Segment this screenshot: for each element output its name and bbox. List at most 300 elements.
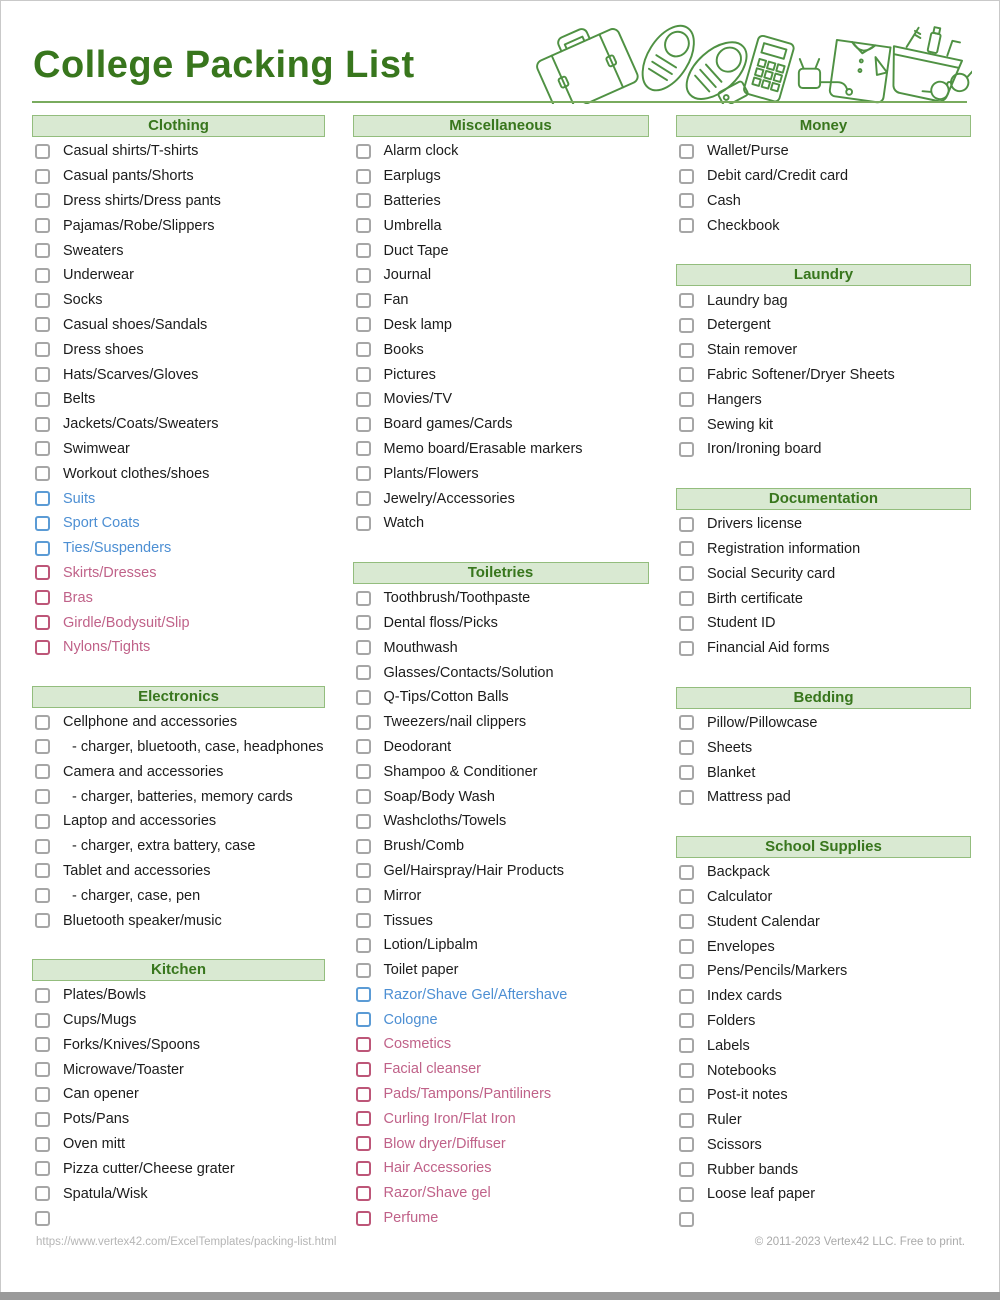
column-right — [676, 115, 971, 1258]
checklist-item — [353, 735, 649, 760]
checklist-item — [32, 735, 325, 760]
checklist-item — [353, 238, 649, 263]
checklist-item — [32, 164, 325, 189]
item-label: Tablet and accessories — [63, 862, 211, 879]
section-toiletries — [353, 562, 649, 1231]
checkbox[interactable] — [356, 243, 371, 258]
checkbox[interactable] — [35, 615, 50, 630]
checkbox[interactable] — [356, 1037, 371, 1052]
checkbox[interactable] — [356, 441, 371, 456]
footer — [36, 1236, 965, 1248]
section-header-clothing: Clothing — [32, 115, 325, 137]
checklist-item — [32, 1206, 325, 1231]
checkbox[interactable] — [679, 740, 694, 755]
item-label: Cash — [707, 192, 741, 209]
checkbox[interactable] — [679, 865, 694, 880]
section-header-toiletries: Toiletries — [353, 562, 649, 584]
checklist-item — [32, 313, 325, 338]
checklist-item — [353, 908, 649, 933]
item-label: Post-it notes — [707, 1087, 788, 1104]
checkbox[interactable] — [679, 144, 694, 159]
checkbox[interactable] — [679, 1187, 694, 1202]
checkbox[interactable] — [679, 591, 694, 606]
checklist-item — [32, 536, 325, 561]
checklist-item — [676, 860, 971, 885]
checklist-item — [353, 834, 649, 859]
item-label: Soap/Body Wash — [383, 788, 495, 805]
checkbox[interactable] — [35, 144, 50, 159]
checkbox[interactable] — [35, 814, 50, 829]
checkbox[interactable] — [35, 988, 50, 1003]
item-label: Ruler — [707, 1112, 742, 1129]
checkbox[interactable] — [356, 1186, 371, 1201]
checkbox[interactable] — [356, 293, 371, 308]
checkbox[interactable] — [356, 739, 371, 754]
item-label: Hangers — [707, 391, 762, 408]
item-label: Fan — [383, 292, 409, 309]
checkbox[interactable] — [356, 814, 371, 829]
header-divider — [32, 101, 967, 103]
checkbox[interactable] — [35, 1112, 50, 1127]
checklist-item — [676, 387, 971, 412]
item-label: Nylons/Tights — [63, 639, 151, 656]
item-label: Toilet paper — [383, 962, 459, 979]
checklist-item — [676, 1083, 971, 1108]
checkbox[interactable] — [35, 565, 50, 580]
item-label: Loose leaf paper — [707, 1186, 816, 1203]
checkbox[interactable] — [35, 789, 50, 804]
checkbox[interactable] — [35, 218, 50, 233]
checkbox[interactable] — [679, 1137, 694, 1152]
checkbox[interactable] — [35, 640, 50, 655]
checkbox[interactable] — [35, 888, 50, 903]
checkbox[interactable] — [356, 516, 371, 531]
checkbox[interactable] — [35, 1161, 50, 1176]
item-label: Pizza cutter/Cheese grater — [63, 1160, 235, 1177]
checklist-item — [32, 263, 325, 288]
checkbox[interactable] — [356, 169, 371, 184]
checkbox[interactable] — [356, 268, 371, 283]
checkbox[interactable] — [35, 293, 50, 308]
checkbox[interactable] — [35, 1013, 50, 1028]
checkbox[interactable] — [35, 243, 50, 258]
checklist-item — [353, 486, 649, 511]
checklist-item — [676, 189, 971, 214]
item-label: Bras — [63, 589, 93, 606]
checkbox[interactable] — [356, 491, 371, 506]
checklist-item — [32, 213, 325, 238]
checkbox[interactable] — [356, 690, 371, 705]
checkbox[interactable] — [356, 466, 371, 481]
item-label: Blow dryer/Diffuser — [383, 1135, 506, 1152]
checkbox[interactable] — [356, 987, 371, 1002]
checkbox[interactable] — [679, 1113, 694, 1128]
item-label: Student Calendar — [707, 913, 820, 930]
checklist-item — [32, 139, 325, 164]
item-label: Batteries — [383, 192, 441, 209]
section-header-documentation: Documentation — [676, 488, 971, 510]
checklist-item — [32, 1156, 325, 1181]
checkbox[interactable] — [356, 1211, 371, 1226]
item-label: Laptop and accessories — [63, 813, 217, 830]
item-label: Girdle/Bodysuit/Slip — [63, 614, 190, 631]
item-label: Gel/Hairspray/Hair Products — [383, 862, 564, 879]
checklist-item — [676, 934, 971, 959]
item-label: Debit card/Credit card — [707, 168, 849, 185]
checkbox[interactable] — [35, 1037, 50, 1052]
checkbox[interactable] — [679, 1212, 694, 1227]
checkbox[interactable] — [35, 342, 50, 357]
checklist-item — [32, 189, 325, 214]
checkbox[interactable] — [356, 342, 371, 357]
item-label: Iron/Ironing board — [707, 441, 822, 458]
checkbox[interactable] — [35, 590, 50, 605]
checklist-item — [32, 461, 325, 486]
item-label: Spatula/Wisk — [63, 1185, 148, 1202]
checkbox[interactable] — [679, 218, 694, 233]
item-label: Journal — [383, 267, 432, 284]
checkbox[interactable] — [679, 1088, 694, 1103]
item-label: Plants/Flowers — [383, 465, 479, 482]
checkbox[interactable] — [356, 193, 371, 208]
checkbox[interactable] — [356, 863, 371, 878]
checklist-item — [32, 834, 325, 859]
checklist-item — [353, 1131, 649, 1156]
checkbox[interactable] — [356, 1111, 371, 1126]
item-label: Pictures — [383, 366, 436, 383]
checkbox[interactable] — [356, 417, 371, 432]
item-label: Dress shirts/Dress pants — [63, 192, 221, 209]
checklist-item — [32, 561, 325, 586]
item-label: - charger, bluetooth, case, headphones — [72, 738, 324, 755]
item-label: Pillow/Pillowcase — [707, 714, 818, 731]
footer-copyright: © 2011-2023 Vertex42 LLC. Free to print. — [754, 1236, 965, 1248]
checkbox[interactable] — [35, 913, 50, 928]
column-left — [32, 115, 325, 1258]
checkbox[interactable] — [356, 218, 371, 233]
item-label: Rubber bands — [707, 1161, 799, 1178]
item-label: - charger, extra battery, case — [72, 838, 256, 855]
checkbox[interactable] — [679, 765, 694, 780]
checkbox[interactable] — [35, 764, 50, 779]
checkbox[interactable] — [679, 1038, 694, 1053]
checkbox[interactable] — [35, 1186, 50, 1201]
item-label: Jackets/Coats/Sweaters — [63, 416, 219, 433]
checklist-item — [676, 959, 971, 984]
item-label: Suits — [63, 490, 96, 507]
checkbox[interactable] — [35, 739, 50, 754]
checkbox[interactable] — [35, 1087, 50, 1102]
checkbox[interactable] — [35, 392, 50, 407]
section-money — [676, 115, 971, 238]
checkbox[interactable] — [356, 1062, 371, 1077]
item-label: Tissues — [383, 912, 433, 929]
checklist-item — [32, 585, 325, 610]
checkbox[interactable] — [356, 392, 371, 407]
checkbox[interactable] — [679, 1063, 694, 1078]
checkbox[interactable] — [679, 193, 694, 208]
checkbox[interactable] — [356, 1012, 371, 1027]
checklist-item — [32, 486, 325, 511]
checklist-item — [676, 1133, 971, 1158]
item-label: Social Security card — [707, 565, 836, 582]
checklist-item — [353, 710, 649, 735]
item-label: Q-Tips/Cotton Balls — [383, 689, 509, 706]
item-label: Ties/Suspenders — [63, 540, 172, 557]
checklist-item — [353, 586, 649, 611]
checkbox[interactable] — [35, 1062, 50, 1077]
checkbox[interactable] — [679, 541, 694, 556]
checklist-item — [676, 1058, 971, 1083]
item-label: Forks/Knives/Spoons — [63, 1036, 201, 1053]
checkbox[interactable] — [679, 392, 694, 407]
checkbox[interactable] — [35, 1211, 50, 1226]
checkbox[interactable] — [679, 641, 694, 656]
item-label: Mouthwash — [383, 639, 458, 656]
checkbox[interactable] — [679, 964, 694, 979]
checkbox[interactable] — [35, 715, 50, 730]
checklist-item — [353, 1082, 649, 1107]
page-title — [33, 44, 415, 87]
checklist-item — [353, 809, 649, 834]
item-label: Sweaters — [63, 242, 124, 259]
item-label: - charger, case, pen — [72, 887, 201, 904]
footer-url: https://www.vertex42.com/ExcelTemplates/packing-list.html — [36, 1236, 337, 1248]
item-label: Student ID — [707, 615, 776, 632]
section-electronics — [32, 686, 325, 933]
checkbox[interactable] — [35, 169, 50, 184]
checkbox[interactable] — [35, 193, 50, 208]
item-label: Calculator — [707, 888, 773, 905]
checkbox[interactable] — [679, 1013, 694, 1028]
checkbox[interactable] — [679, 989, 694, 1004]
checkbox[interactable] — [679, 343, 694, 358]
item-label: Dental floss/Picks — [383, 614, 498, 631]
checklist-item — [676, 760, 971, 785]
item-label: Razor/Shave gel — [383, 1185, 491, 1202]
item-label: Duct Tape — [383, 242, 449, 259]
item-label: Mattress pad — [707, 789, 791, 806]
item-label: Cups/Mugs — [63, 1012, 137, 1029]
item-label: Board games/Cards — [383, 416, 513, 433]
item-label: Jewelry/Accessories — [383, 490, 515, 507]
item-label: Pads/Tampons/Pantiliners — [383, 1086, 552, 1103]
checkbox[interactable] — [35, 317, 50, 332]
item-label: Fabric Softener/Dryer Sheets — [707, 366, 895, 383]
checkbox[interactable] — [356, 888, 371, 903]
checkbox[interactable] — [356, 839, 371, 854]
checklist-item — [32, 337, 325, 362]
item-label: Oven mitt — [63, 1136, 126, 1153]
checkbox[interactable] — [679, 1162, 694, 1177]
item-label: Notebooks — [707, 1062, 777, 1079]
item-label: Plates/Bowls — [63, 987, 147, 1004]
item-label: Shampoo & Conditioner — [383, 763, 538, 780]
checklist-item — [353, 759, 649, 784]
checkbox[interactable] — [679, 914, 694, 929]
item-label: Alarm clock — [383, 143, 459, 160]
checkbox[interactable] — [356, 938, 371, 953]
checklist-item — [353, 1032, 649, 1057]
item-label: Desk lamp — [383, 316, 452, 333]
checkbox[interactable] — [356, 963, 371, 978]
section-header-kitchen: Kitchen — [32, 959, 325, 981]
checkbox[interactable] — [679, 367, 694, 382]
checklist-item — [676, 338, 971, 363]
item-label: Pens/Pencils/Markers — [707, 963, 848, 980]
checkbox[interactable] — [35, 268, 50, 283]
checkbox[interactable] — [35, 839, 50, 854]
item-label: Hair Accessories — [383, 1160, 492, 1177]
item-label: Pots/Pans — [63, 1111, 130, 1128]
item-label: Washcloths/Towels — [383, 813, 507, 830]
checklist-item — [353, 164, 649, 189]
checklist-item — [676, 537, 971, 562]
checklist-item — [32, 1132, 325, 1157]
checklist-item — [353, 685, 649, 710]
page-title-bold: College — [33, 44, 174, 86]
checklist-item — [353, 412, 649, 437]
section-clothing — [32, 115, 325, 660]
checkbox[interactable] — [35, 367, 50, 382]
checkbox[interactable] — [356, 913, 371, 928]
checkbox[interactable] — [679, 715, 694, 730]
checklist-item — [676, 909, 971, 934]
checklist-item — [32, 784, 325, 809]
checklist-item — [676, 288, 971, 313]
item-label: Scissors — [707, 1136, 762, 1153]
checkbox[interactable] — [356, 367, 371, 382]
checklist-item — [676, 1157, 971, 1182]
item-label: Stain remover — [707, 342, 798, 359]
checklist-item — [676, 885, 971, 910]
checklist-item — [32, 387, 325, 412]
checkbox[interactable] — [679, 442, 694, 457]
checklist-item — [32, 809, 325, 834]
section-documentation — [676, 488, 971, 661]
item-label: Drivers license — [707, 516, 803, 533]
checklist-item — [32, 635, 325, 660]
item-label: Birth certificate — [707, 590, 803, 607]
item-label: Earplugs — [383, 168, 441, 185]
checkbox[interactable] — [35, 466, 50, 481]
item-label: Movies/TV — [383, 391, 452, 408]
item-label: Labels — [707, 1037, 750, 1054]
checklist-item — [353, 883, 649, 908]
checkbox[interactable] — [35, 491, 50, 506]
checkbox[interactable] — [679, 566, 694, 581]
checkbox[interactable] — [35, 863, 50, 878]
item-label: Registration information — [707, 540, 861, 557]
checklist-columns — [32, 115, 971, 1258]
checkbox[interactable] — [35, 1137, 50, 1152]
checklist-item — [676, 1009, 971, 1034]
checklist-item — [353, 213, 649, 238]
checkbox[interactable] — [679, 939, 694, 954]
checkbox[interactable] — [356, 317, 371, 332]
item-label: Casual pants/Shorts — [63, 168, 194, 185]
item-label: Memo board/Erasable markers — [383, 440, 583, 457]
checkbox[interactable] — [679, 417, 694, 432]
checkbox[interactable] — [35, 417, 50, 432]
checkbox[interactable] — [679, 169, 694, 184]
checkbox[interactable] — [35, 441, 50, 456]
section-bedding — [676, 687, 971, 810]
item-label: Folders — [707, 1012, 756, 1029]
checkbox[interactable] — [679, 318, 694, 333]
item-label: Sport Coats — [63, 515, 140, 532]
checklist-item — [32, 983, 325, 1008]
checklist-item — [353, 313, 649, 338]
item-label: Microwave/Toaster — [63, 1061, 184, 1078]
checklist-item — [676, 1108, 971, 1133]
checkbox[interactable] — [356, 640, 371, 655]
item-label: Swimwear — [63, 440, 130, 457]
item-label: Wallet/Purse — [707, 143, 789, 160]
item-label: Checkbook — [707, 217, 780, 234]
item-label: Casual shoes/Sandals — [63, 316, 208, 333]
calculator-icon — [743, 35, 795, 103]
checkbox[interactable] — [356, 715, 371, 730]
checklist-item — [676, 735, 971, 760]
checkbox[interactable] — [679, 616, 694, 631]
section-header-miscellaneous: Miscellaneous — [353, 115, 649, 137]
checklist-item — [353, 635, 649, 660]
plug-icon — [799, 59, 852, 95]
checkbox[interactable] — [356, 764, 371, 779]
checkbox[interactable] — [356, 591, 371, 606]
checklist-item — [32, 362, 325, 387]
checklist-item — [353, 1156, 649, 1181]
checklist-item — [353, 958, 649, 983]
item-label: Backpack — [707, 864, 770, 881]
checkbox[interactable] — [679, 889, 694, 904]
checkbox[interactable] — [356, 1161, 371, 1176]
checkbox[interactable] — [679, 790, 694, 805]
checklist-item — [32, 710, 325, 735]
checkbox[interactable] — [356, 1087, 371, 1102]
checklist-item — [32, 238, 325, 263]
checklist-item — [32, 1181, 325, 1206]
checklist-item — [353, 437, 649, 462]
checkbox[interactable] — [35, 516, 50, 531]
checkbox[interactable] — [679, 293, 694, 308]
shirt-icon — [829, 40, 890, 103]
item-label: Hats/Scarves/Gloves — [63, 366, 199, 383]
item-label: - charger, batteries, memory cards — [72, 788, 293, 805]
item-label: Workout clothes/shoes — [63, 465, 210, 482]
checkbox[interactable] — [356, 1136, 371, 1151]
checklist-item — [353, 461, 649, 486]
checkbox[interactable] — [356, 789, 371, 804]
checkbox[interactable] — [356, 665, 371, 680]
checklist-item — [676, 512, 971, 537]
item-label: Cologne — [383, 1011, 438, 1028]
checklist-item — [353, 1106, 649, 1131]
item-label: Facial cleanser — [383, 1061, 482, 1078]
item-label: Camera and accessories — [63, 763, 224, 780]
checkbox[interactable] — [679, 517, 694, 532]
item-label: Glasses/Contacts/Solution — [383, 664, 554, 681]
checklist-item — [32, 883, 325, 908]
section-header-bedding: Bedding — [676, 687, 971, 709]
section-header-laundry: Laundry — [676, 264, 971, 286]
checkbox[interactable] — [35, 541, 50, 556]
checklist-item — [353, 511, 649, 536]
checkbox[interactable] — [356, 144, 371, 159]
checkbox[interactable] — [356, 615, 371, 630]
item-label: Perfume — [383, 1210, 439, 1227]
